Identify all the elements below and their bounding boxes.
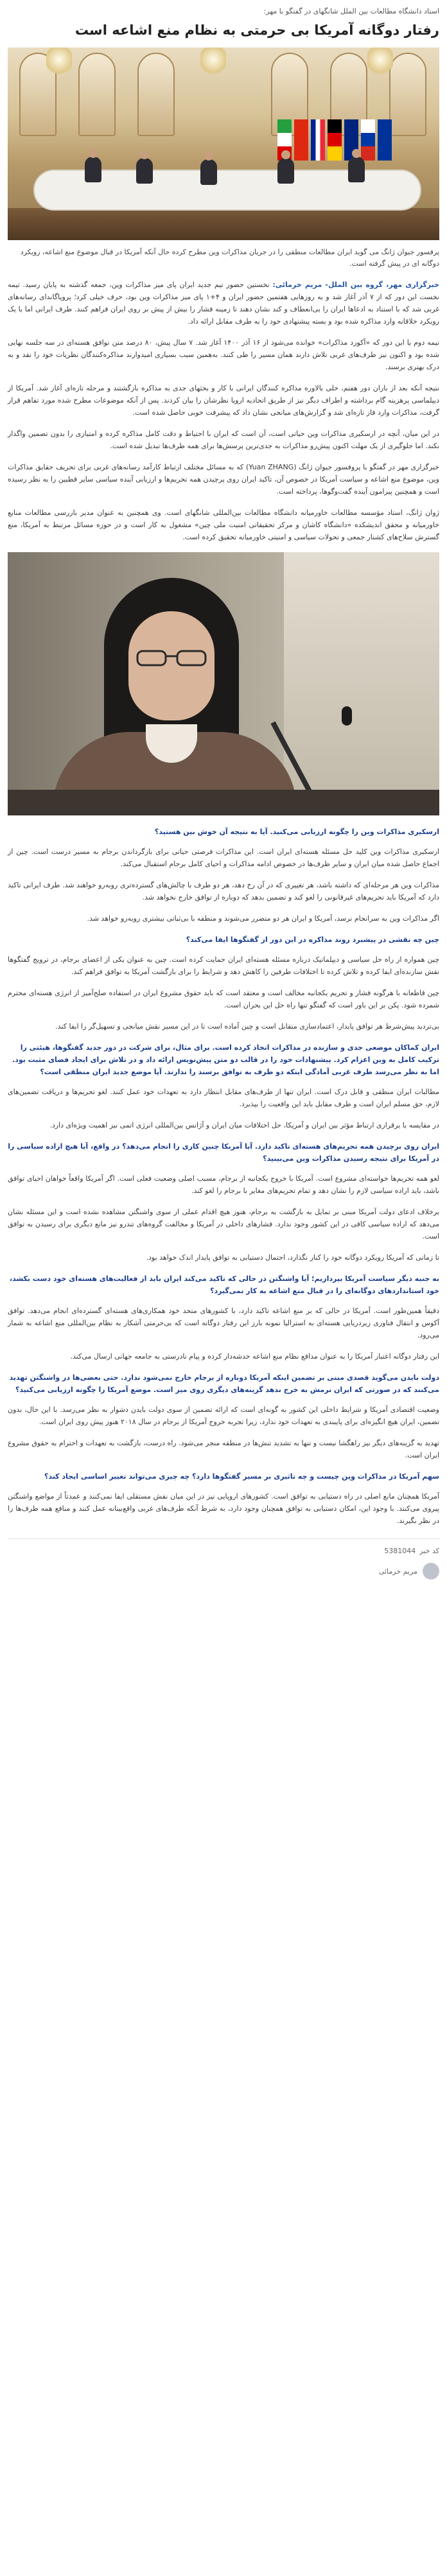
lead-text: نخستین حضور تیم جدید ایران پای میز مذاکرات وین، جمعه گذشته به پایان رسید. تیمه نخست این دور که از ۷ آذر آغاز شد و به روزهایی هفتمین حضور ایران و ۴+۱ پای میز مذاکرات وین بود، حرف خیلی کرد؛ پروپاگاندای رسانه‌های غربی شد که با استناد به ادعاها ایران را بی‌انعطاف و کند نشان دهند تا زمینه فشار را بیش از پیش بر روی ایران فراهم کنند. طرف ایرانی اما با یک رویکرد خلاقانه وارد مذاکره شده بود و بسته پیشنهادی خود را به طرف مقابل ارائه داد. [8,281,439,326]
hero-image [8,48,439,240]
news-code [8,1547,439,1555]
interview-question: ایران کماکان موضعی جدی و سازنده در مذاکرات اتخاذ کرده است. برای مثال، برای شرکت در دور جدید گفتگوها، هیئتی را ترکیب کامل به وین اعزام کرد. پیشنهادات خود را در قالب دو متن پیش‌نویس ارائه داد و در تلاش برای ایجاد فضای مثبت بود. اما به نظر می‌رسد طرف غربی آمادگی اینکه دو طرف به توافق برسند را ندارند. آیا موضع جدید ایران منطقی است؟ [12,1043,439,1076]
interview-question: ایران روی برچیدن همه تحریم‌های هسته‌ای تاکید دارد. آیا آمریکا چنین کاری را انجام می‌دهد؟ در واقع، آیا هیچ اراده سیاسی را در آمریکا برای نتیجه رسیدن مذاکرات وین می‌بینید؟ [8,1142,439,1163]
body-paragraph: تیمه دوم یا این دور که «آکورد مذاکرات» خوانده می‌شود از ۱۶ آذر ۱۴۰۰ آغاز شد. ۷ سال پیش، ۸۰ درصد متن توافق هسته‌ای در سه جلسه نهایی شده بود و اکنون نیز طرف‌های غربی تلاش دارند همان مسیر را طی کنند. به‌همین سبب بسیاری امیدوارند مذاکره‌کنندگان نظریات خود را نقد و به درک بهتری برسند. [8,338,439,371]
interview-answer: این رفتار دوگانه اعتبار آمریکا را به عنوان مدافع نظام منع اشاعه خدشه‌دار کرده و پیام نادرستی به جامعه جهانی ارسال می‌کند. [70,1352,439,1361]
interview-answer: ارسکیری مذاکرات وین کلید حل مسئله هسته‌ای ایران است. این مذاکرات فرصتی حیاتی برای بازگرداندن برجام به مسیر درست است. چین از اجماع حاصل شده میان ایران و سایر طرف‌ها در خصوص ادامه مذاکرات و احیای کامل برجام استقبال می‌کند. [8,848,439,868]
interview-question: ارسکیری مذاکرات وین را چگونه ارزیابی می‌کنید. آیا به نتیجه آن خوش بین هستید؟ [154,828,439,836]
interview-answer: بی‌تردید پیش‌شرط هر توافق پایدار، اعتمادسازی متقابل است و چین آماده است تا در این مسیر نقش میانجی و تسهیل‌گر را ایفا کند. [55,1022,439,1031]
interview-answer: چین قاطعانه با هرگونه فشار و تحریم یکجانبه مخالف است و معتقد است که باید حقوق مشروع ایران در استفاده صلح‌آمیز از انرژی هسته‌ای محترم شمرده شود. پکن بر این باور است که گفتگو تنها راه حل این بحران است. [8,989,439,1009]
interview-answer: وضعیت اقتصادی آمریکا و شرایط داخلی این کشور به گونه‌ای است که ارائه تضمین از سوی دولت بایدن دشوار به نظر می‌رسد. با این حال، بدون تضمین، ایران هیچ انگیزه‌ای برای پایبندی به تعهدات خود ندارد، زیرا تجربه خروج آمریکا از برجام در سال ۲۰۱۸ هنوز پیش روی ایران است. [8,1405,439,1426]
interview-answer: تا زمانی که آمریکا رویکرد دوگانه خود را کنار نگذارد، احتمال دستیابی به توافق پایدار اندک خواهد بود. [146,1253,439,1262]
interview-answer: برخلاف ادعای دولت آمریکا مبنی بر تمایل به بازگشت به برجام، هنوز هیچ اقدام عملی از سوی واشنگتن مشاهده نشده است و این مسئله نشان می‌دهد که اراده سیاسی کافی در این کشور وجود ندارد. فشارهای داخلی در آمریکا و مخالفت گروه‌های تندرو نیز مانع دیگری برای رسیدن به توافق است. [8,1208,439,1240]
interview-answer: دقیقاً همین‌طور است. آمریکا در حالی که بر منع اشاعه تاکید دارد، با کشورهای متحد خود همکاری‌های هسته‌ای گسترده‌ای انجام می‌دهد. توافق آکوس و انتقال فناوری زیردریایی هسته‌ای به استرالیا نمونه بارز این رفتار دوگانه است که بی‌حرمتی آشکار به نظام بین‌المللی منع اشاعه به شمار می‌رود. [8,1307,439,1339]
interview-answer: مذاکرات وین هر مرحله‌ای که داشته باشد، هر تغییری که در آن رخ دهد، هر دو طرف با چالش‌های گسترده‌تری روبه‌رو خواهند شد. طرف ایرانی تاکید دارد که آمریکا باید تحریم‌های غیرقانونی را لغو کند و تضمین بدهد که دوباره از توافق خارج نخواهد شد. [8,881,439,901]
author-row[interactable] [8,1563,439,1580]
news-code-value: 5381044 [384,1547,416,1555]
interview-answer: آمریکا همچنان مانع اصلی در راه دستیابی به توافق است. کشورهای اروپایی نیز در این میان نقش مستقلی ایفا نمی‌کنند و عمدتاً از مواضع واشنگتن پیروی می‌کنند. با وجود این، امکان دستیابی به توافق همچنان وجود دارد، به شرط آنکه طرف‌های غربی واقع‌بینانه عمل کنند و منافع همه طرف‌ها را در نظر بگیرند. [8,1492,439,1525]
interview-question: به جنبه دیگر سیاست آمریکا بپردازیم؛ آیا واشنگتن در حالی که تاکید می‌کند ایران باید از فعالیت‌های هسته‌ای خود دست بکشد، خود استانداردهای دوگانه‌ای را در قبال منع اشاعه به کار نمی‌گیرد؟ [9,1275,439,1295]
hero-caption: پرفسور جیوان ژانگ می گوید ایران مطالعات منطقی را در جریان مذاکرات وین مطرح کرده حال آنکه آمریکا در قبال موضوع منع اشاعه، رویکرد دوگانه ای در پیش گرفته است. [20,248,439,268]
interview-question: سهم آمریکا در مذاکرات وین چیست و چه تاثیری بر مسیر گفتگوها دارد؟ چه چیزی می‌تواند تغییر اساسی ایجاد کند؟ [44,1472,439,1481]
interview-question: دولت بایدن می‌گوید قصدی مبنی بر تضمین اینکه آمریکا دوباره از برجام خارج نمی‌شود ندارد. حتی بعضی‌ها در واشنگتن تهدید می‌کنند که در صورتی که ایران نرمش به خرج ندهد گزینه‌های دیگری روی میز است. موضع آمریکا را چگونه ارزیابی می‌کنید؟ [9,1373,439,1394]
glasses-icon [135,648,208,668]
interview-answer: لغو همه تحریم‌ها خواسته‌ای مشروع است. آمریکا با خروج یکجانبه از برجام، مسبب اصلی وضعیت فعلی است. اگر آمریکا واقعاً خواهان احیای توافق باشد، باید اراده سیاسی لازم را نشان دهد و تمام تحریم‌های مغایر با برجام را لغو کند. [8,1174,439,1195]
article-kicker: استاد دانشگاه مطالعات بین الملل شانگهای در گفتگو با مهر: [263,7,439,15]
article-footer [8,1538,439,1580]
body-paragraph: خبرگزاری مهر در گفتگو با پروفسور جیوان ژانگ (Yuan ZHANG) که به مسائل مختلف ارتباط کارآمد رسانه‌های غربی برای تحریف حقایق مذاکرات وین، موضوع منع اشاعه و سیاست آمریکا در خصوص آن، تاکید ایران روی پرچیدن همه تحریم‌ها و ارزیابی آینده سیاسی سایر قطبین را به نظر رسیده است و همچنین پیرامون آینده گفت‌وگوها، پرداخته است. [8,463,439,496]
interview-answer: مطالبات ایران منطقی و قابل درک است. ایران تنها از طرف‌های مقابل انتظار دارد به تعهدات خود عمل کنند. لغو تحریم‌ها و دریافت تضمین‌های لازم، حق مسلم ایران است و طرف مقابل باید این واقعیت را بپذیرد. [8,1088,439,1108]
interview-answer: چین همواره از راه حل سیاسی و دیپلماتیک درباره مسئله هسته‌ای ایران حمایت کرده است. چین به عنوان یکی از اعضای برجام، در ترویج گفتگوها نقش سازنده‌ای ایفا کرده و تلاش کرده تا اختلافات طرفین را کاهش دهد و شرایط را برای بازگشت آمریکا به توافق فراهم کند. [8,955,439,976]
interview-answer: در مقایسه با برقراری ارتباط مؤثر بین ایران و آمریکا، حل اختلافات میان ایران و آژانس بین‌المللی انرژی اتمی نیز اهمیت ویژه‌ای دارد. [49,1121,439,1129]
body-paragraph: ژوان ژانگ، استاد مؤسسه مطالعات خاورمیانه دانشگاه مطالعات بین‌المللی شانگهای است. وی همچنین به عنوان مدیر بازرسی مطالعات منابع خاورمیانه و محقق اندیشکده «دانشگاه کاشان و مرکز تحقیقاتی امنیت ملی چین» مشغول به کار است و در حوزه مسائل مرتبط به آمریکا، منع گسترش سلاح‌های کشتار جمعی و تحولات سیاسی و امنیتی خاورمیانه تحقیق کرده است. [8,509,439,541]
interview-answer: تهدید به گزینه‌های دیگر نیز راهگشا نیست و تنها به تشدید تنش‌ها در منطقه منجر می‌شود. راه درست، بازگشت به تعهدات و احترام به حقوق مشروع ایران است. [8,1439,439,1459]
interview-answer: اگر مذاکرات وین به سرانجام نرسد، آمریکا و ایران هر دو متضرر می‌شوند و منطقه با بی‌ثباتی بیشتری روبه‌رو خواهد شد. [87,914,439,923]
article-title: رفتار دوگانه آمریکا بی حرمتی به نظام منع اشاعه است [74,22,439,38]
news-code-label: کد خبر [419,1547,439,1555]
author-name[interactable]: مریم خرمائی [378,1567,417,1576]
body-paragraph: نتیجه آنکه بعد از باران دور هفتم، خلی بالاوره مذاکره کنندگان ایرانی با کار و بحثهای جدی به مذاکره بازگشتند و مرحله تازه‌ای آغاز شد. آمریکا از دیپلماسی پرهزینه گام برداشته و اطراف دیگر نیز از طریق اتحادیه اروپا نظرشان را بیان کردند. پس از آنکه موضوعات مطرح شده مورد تفاهم قرار گرفت، مذاکرات وارد فاز تازه‌ای شد و گزارش‌های میانجی نشان داد که پیشرفت خوبی حاصل شده است. [8,384,439,417]
body-paragraph: در این میان، آنچه در ارسکیری مذاکرات وین حیاتی است، آن است که ایران با احتیاط و دقت کامل مذاکره کرده و امتیازی را بدون تضمین واگذار نکند. اما جلوگیری از یک مهلت اکنون پیش‌رو مذاکرات به جدی‌ترین پرسش‌ها برای همه طرف‌ها تبدیل شده است. [8,430,439,450]
interview-question: چین چه نقشی در پیشبرد روند مذاکره در این دور از گفتگوها ایفا می‌کند؟ [186,936,439,944]
lead-label: خبرگزاری مهر، گروه بین الملل- مریم خرمائی: [272,281,439,289]
interviewee-photo [8,552,439,815]
avatar-icon [423,1563,439,1580]
lead-paragraph [8,279,439,327]
